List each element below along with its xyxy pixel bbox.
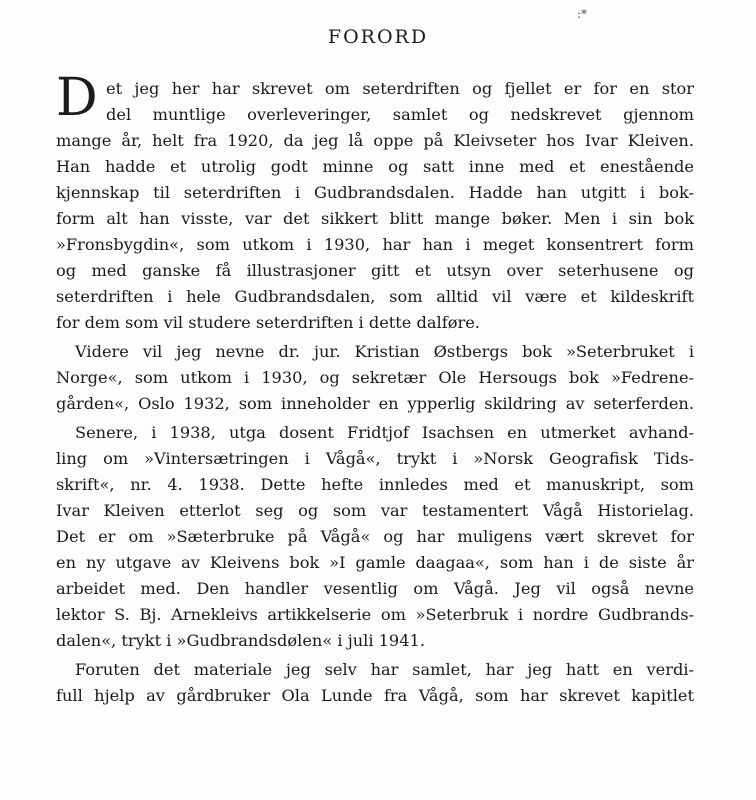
paragraph-1-line-3: mange år, helt fra 1920, da jeg lå oppe på Kleivseter hos Ivar Kleiven. [56, 131, 694, 150]
paragraph-1-line-2: del muntlige overleveringer, samlet og nedskrevet gjennom [106, 105, 694, 124]
paragraph-1-line-8: og med ganske få illustrasjoner gitt et utsyn over seterhusene og [56, 261, 694, 280]
paragraph-1-line-10: for dem som vil studere seterdriften i dette dalføre. [56, 313, 480, 332]
paragraph-4-line-1: Foruten det materiale jeg selv har samlet, har jeg hatt en verdi- [75, 660, 694, 679]
page-title: FORORD [327, 26, 429, 48]
paragraph-2-line-2: Norge«, som utkom i 1930, og sekretær Ole Hersougs bok »Fedrene- [56, 368, 694, 387]
paragraph-3-line-2: ling om »Vintersætringen i Vågå«, trykt i »Norsk Geografisk Tids- [56, 449, 694, 468]
paragraph-1-line-5: kjennskap til seterdriften i Gudbrandsdalen. Hadde han utgitt i bok- [56, 183, 694, 202]
paragraph-1-line-9: seterdriften i hele Gudbrandsdalen, som alltid vil være et kildeskrift [56, 287, 694, 306]
paragraph-3-line-8: lektor S. Bj. Arnekleivs artikkelserie om »Seterbruk i nordre Gudbrands- [56, 605, 694, 624]
paragraph-1-line-4: Han hadde et utrolig godt minne og satt inne med et enestående [56, 157, 694, 176]
paragraph-3-line-9: dalen«, trykt i »Gudbrandsdølen« i juli 1941. [56, 631, 425, 650]
paragraph-4-line-2: full hjelp av gårdbruker Ola Lunde fra Vågå, som har skrevet kapitlet [56, 686, 694, 705]
paragraph-3-line-3: skrift«, nr. 4. 1938. Dette hefte innledes med et manuskript, som [56, 475, 694, 494]
paragraph-2-line-3: gården«, Oslo 1932, som inneholder en ypperlig skildring av seterferden. [56, 394, 694, 413]
paragraph-1-line-7: »Fronsbygdin«, som utkom i 1930, har han i meget konsentrert form [56, 235, 694, 254]
page-speck: :* [577, 7, 588, 21]
paragraph-1-line-1: et jeg her har skrevet om seterdriften og fjellet er for en stor [106, 79, 694, 98]
paragraph-3-line-5: Det er om »Sæterbruke på Vågå« og har muligens vært skrevet for [56, 527, 694, 546]
paragraph-3-line-4: Ivar Kleiven etterlot seg og som var testamentert Vågå Historielag. [56, 501, 694, 520]
paragraph-3-line-7: arbeidet med. Den handler vesentlig om Vågå. Jeg vil også nevne [56, 579, 694, 598]
drop-cap: D [56, 68, 98, 128]
paragraph-3-line-6: en ny utgave av Kleivens bok »I gamle daagaa«, som han i de siste år [56, 553, 694, 572]
paragraph-2-line-1: Videre vil jeg nevne dr. jur. Kristian Østbergs bok »Seterbruket i [75, 342, 694, 361]
paragraph-1-line-6: form alt han visste, var det sikkert blitt mange bøker. Men i sin bok [56, 209, 694, 228]
paragraph-3-line-1: Senere, i 1938, utga dosent Fridtjof Isachsen en utmerket avhand- [75, 423, 694, 442]
